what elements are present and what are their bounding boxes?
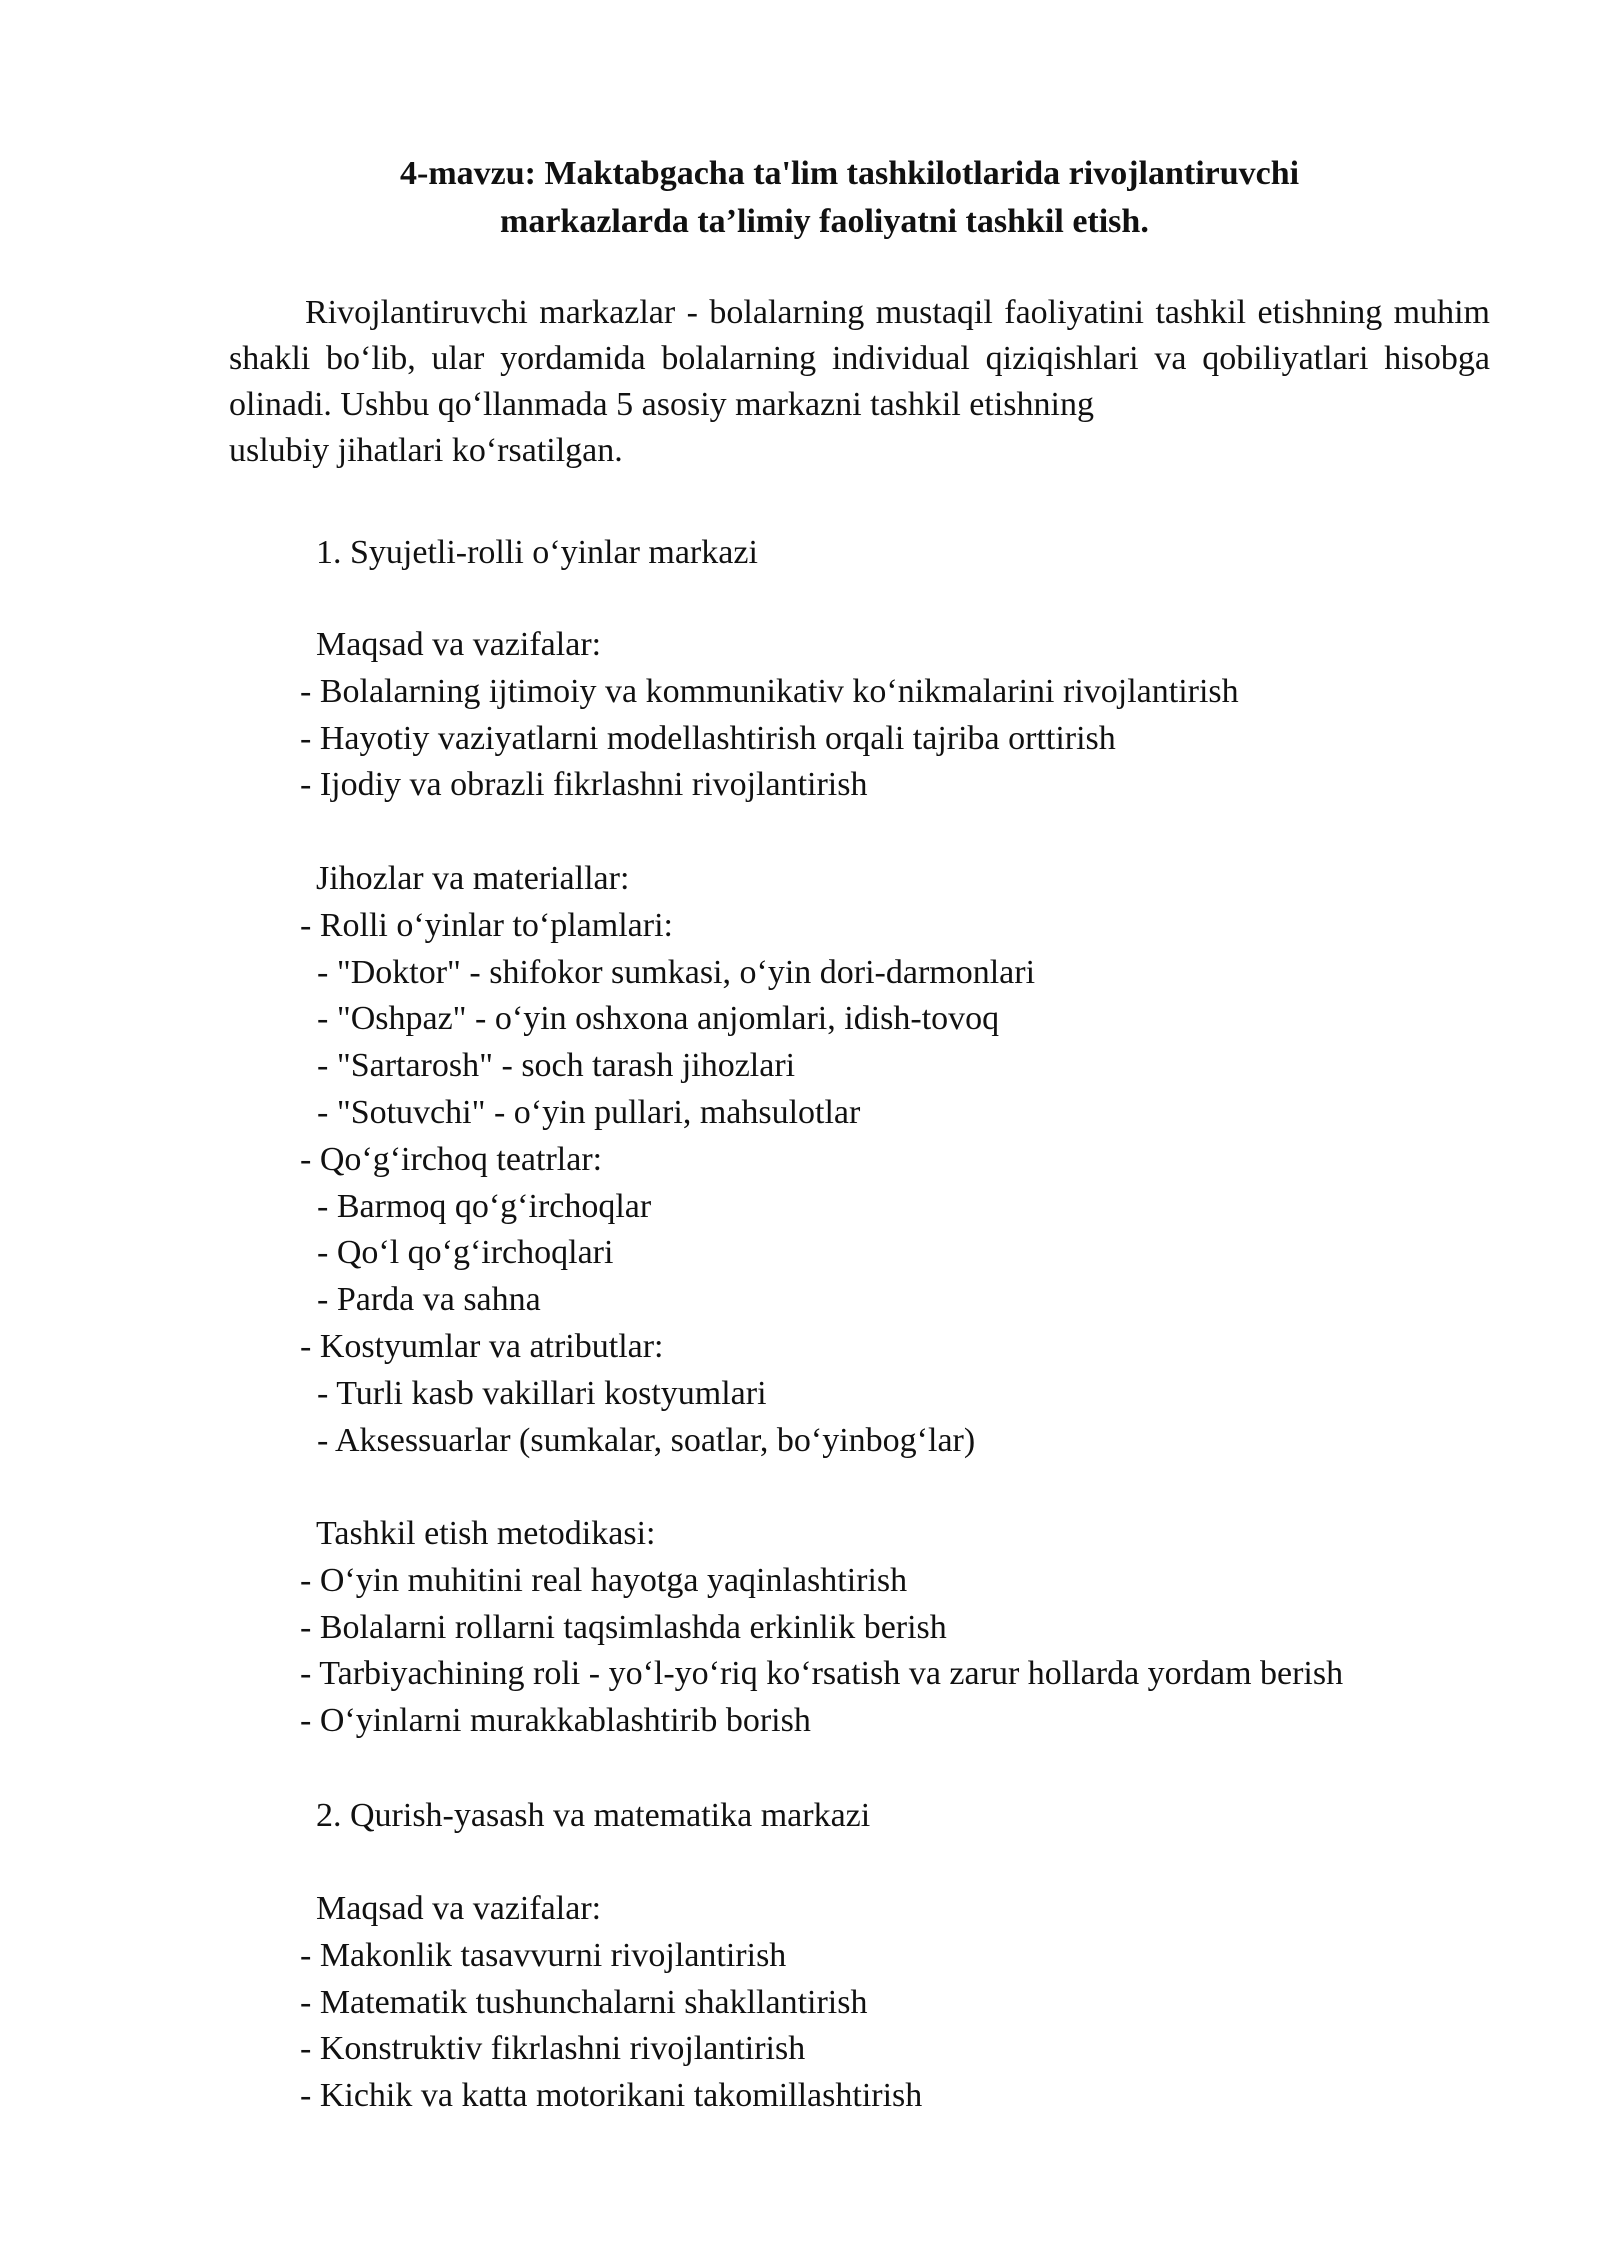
list-item: - Tarbiyachining roli - yo‘l-yo‘riq ko‘rsatish va zarur hollarda yordam berish	[300, 1655, 1344, 1693]
list-item: - Aksessuarlar (sumkalar, soatlar, bo‘yinbog‘lar)	[300, 1421, 976, 1459]
list-item: - Bolalarni rollarni taqsimlashda erkinlik berish	[300, 1608, 947, 1646]
section-1-heading-block	[300, 530, 758, 577]
list-item: - Kostyumlar va atributlar:	[300, 1327, 664, 1365]
list-item: - Barmoq qo‘g‘irchoqlar	[300, 1187, 652, 1225]
list-item: - "Doktor" - shifokor sumkasi, o‘yin dori-darmonlari	[300, 953, 1036, 991]
list-item: - "Sartarosh" - soch tarash jihozlari	[300, 1047, 796, 1085]
title-line-2: markazlarda ta’limiy faoliyatni tashkil etish.	[500, 203, 1149, 240]
list-item: - Ijodiy va obrazli fikrlashni rivojlantirish	[300, 766, 868, 804]
intro-paragraph: Rivojlantiruvchi markazlar - bolalarning mustaqil faoliyatini tashkil etishning muhim shakli bo‘lib, ular yordamida bolalarning individual qiziqishlari va qobiliyatlari hisobga olinadi. Ushbu qo‘llanmada 5 asosiy markazni tashkil etishning	[229, 294, 1490, 423]
section-heading: 1. Syujetli-rolli o‘yinlar markazi	[316, 534, 758, 571]
method-heading: Tashkil etish metodikasi:	[316, 1515, 656, 1552]
section-1-goals	[300, 622, 1239, 809]
list-item: - Matematik tushunchalarni shakllantirish	[300, 1983, 868, 2021]
section-1-method	[300, 1511, 1343, 1745]
list-item: - Qo‘l qo‘g‘irchoqlari	[300, 1234, 614, 1272]
list-item: - Rolli o‘yinlar to‘plamlari:	[300, 906, 673, 944]
equipment-heading: Jihozlar va materiallar:	[316, 860, 630, 897]
section-2-goals	[300, 1886, 922, 2120]
list-item: - Makonlik tasavvurni rivojlantirish	[300, 1936, 787, 1974]
section-heading: 2. Qurish-yasash va matematika markazi	[316, 1797, 871, 1834]
title-line-1: 4-mavzu: Maktabgacha ta'lim tashkilotlarida rivojlantiruvchi	[400, 155, 1300, 192]
goals-heading: Maqsad va vazifalar:	[316, 626, 602, 663]
list-item: - Kichik va katta motorikani takomillashtirish	[300, 2077, 923, 2115]
goals-heading: Maqsad va vazifalar:	[316, 1890, 602, 1927]
list-item: - Qo‘g‘irchoq teatrlar:	[300, 1140, 603, 1178]
list-item: - Turli kasb vakillari kostyumlari	[300, 1374, 767, 1412]
list-item: - Hayotiy vaziyatlarni modellashtirish orqali tajriba orttirish	[300, 719, 1116, 757]
section-1-equipment	[300, 856, 1035, 1464]
list-item: - Parda va sahna	[300, 1281, 541, 1319]
intro-last-line: uslubiy jihatlari ko‘rsatilgan.	[229, 432, 623, 469]
list-item: - Bolalarning ijtimoiy va kommunikativ ko‘nikmalarini rivojlantirish	[300, 672, 1239, 710]
list-item: - "Oshpaz" - o‘yin oshxona anjomlari, idish-tovoq	[300, 1000, 1000, 1038]
list-item: - O‘yinlarni murakkablashtirib borish	[300, 1702, 811, 1740]
list-item: - Konstruktiv fikrlashni rivojlantirish	[300, 2030, 806, 2068]
section-2-heading-block	[300, 1793, 870, 1840]
list-item: - O‘yin muhitini real hayotga yaqinlashtirish	[300, 1561, 908, 1599]
list-item: - "Sotuvchi" - o‘yin pullari, mahsulotlar	[300, 1093, 861, 1131]
